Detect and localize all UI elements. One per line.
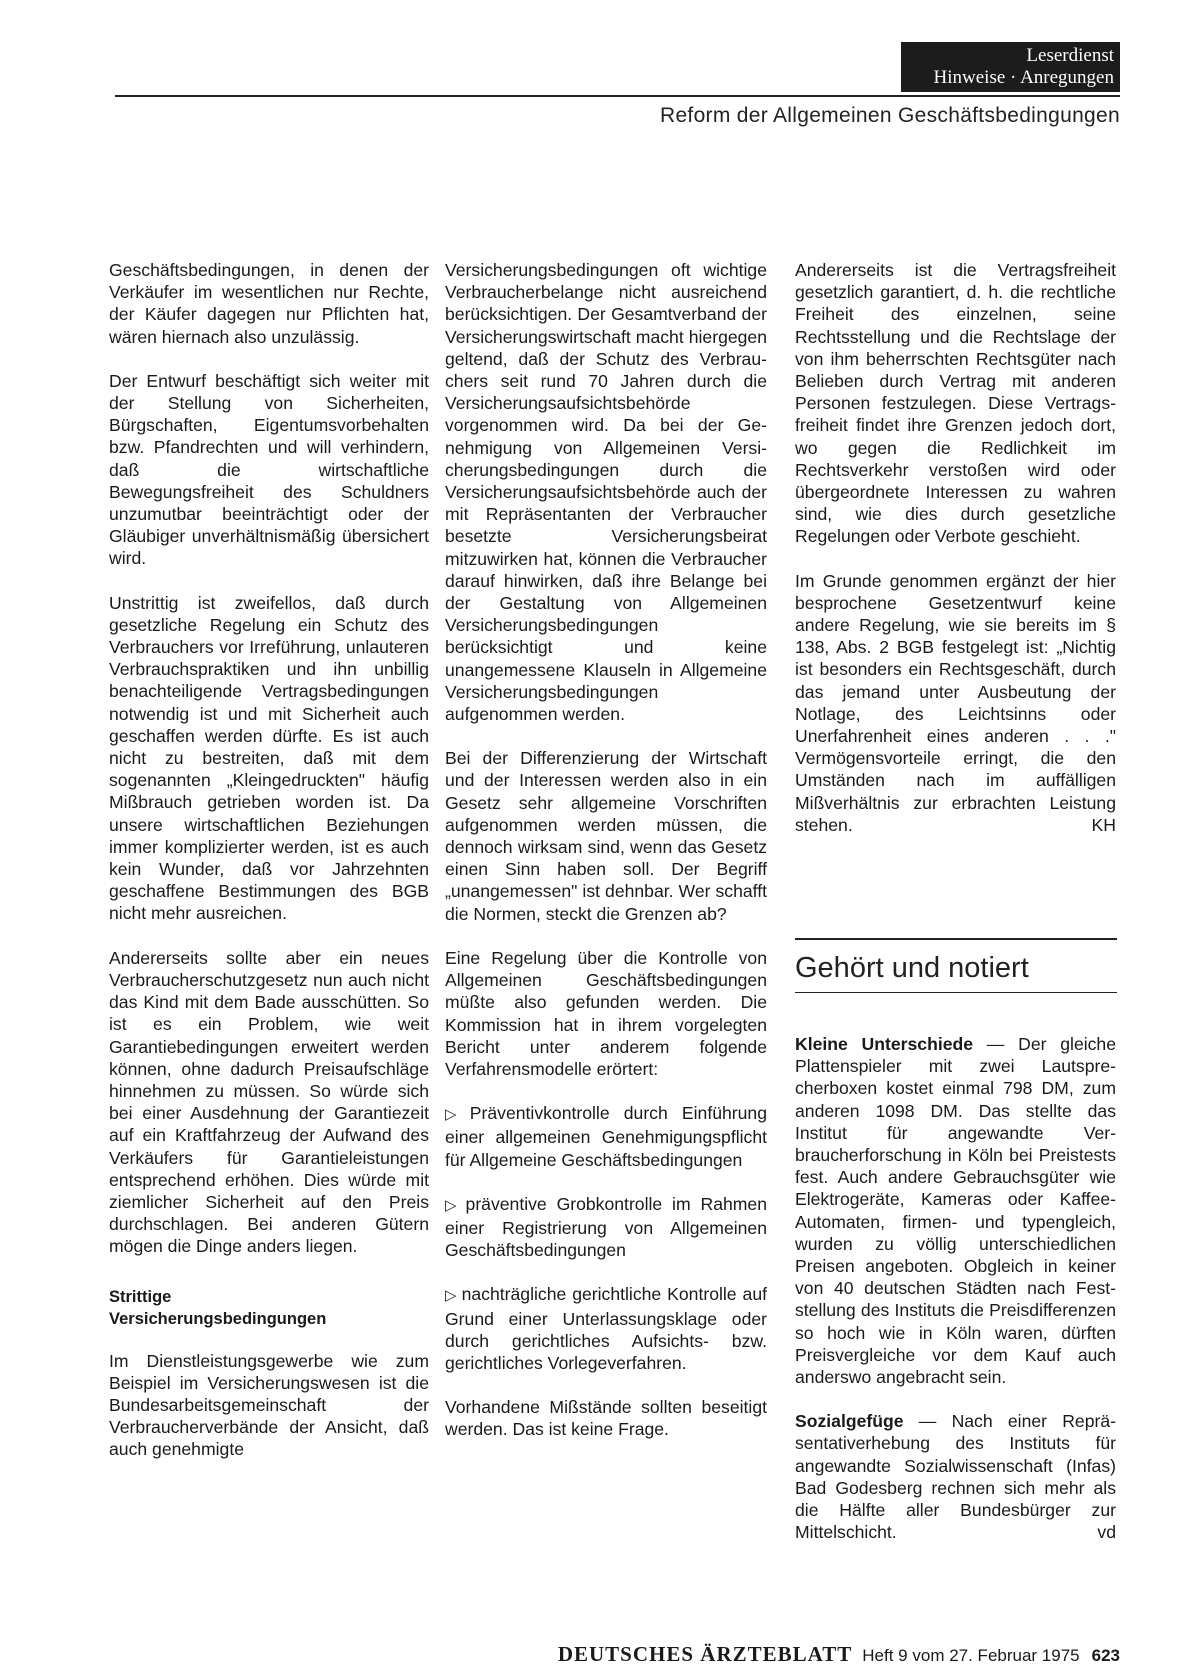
paragraph: Der Entwurf beschäftigt sich weiter mit der Stellung von Sicherheiten, Bürgschaften, Eigentumsvorbehalten bzw. Pfandrechten und will verhindern, daß die wirtschaftliche Bewegungsfreiheit des Schuldners unzumutbar beeinträchtigt oder der Gläubiger unverhältnismäßig übersichert wird. bbox=[109, 370, 429, 569]
section-label bbox=[901, 42, 1120, 92]
bullet-item bbox=[445, 1193, 767, 1262]
triangle-right-icon: ▷ bbox=[445, 1287, 458, 1305]
box-rule-bottom bbox=[795, 992, 1117, 993]
column-2 bbox=[445, 259, 767, 1463]
column-1 bbox=[109, 259, 429, 1483]
page-number: 623 bbox=[1091, 1646, 1120, 1665]
section-label-line1: Leserdienst bbox=[1026, 45, 1114, 66]
bullet-item bbox=[445, 1283, 767, 1374]
news-item bbox=[795, 1033, 1116, 1388]
paragraph-text: Im Grunde genommen ergänzt der hier besprochene Gesetzentwurf keine andere Regelung, wie sie bereits im § 138, Abs. 2 BGB festgelegt ist: „Nichtig ist besonders ein Rechtsgeschäft, durch das jemand unter Ausbeutung der Notlage, des Leichtsinns oder Unerfahrenheit eines anderen . . ." Vermögensvorteile erringt, die den Umständen nach im auffälligen Mißverhältnis zur erbrachten Leistung stehen. bbox=[795, 570, 1116, 835]
subheading-line2: Versicherungsbedingungen bbox=[109, 1309, 327, 1328]
paragraph: Andererseits ist die Vertragsfreiheit gesetzlich garantiert, d. h. die rechtliche Freiheit des einzelnen, seine Rechtsstellung und die Rechtslage der von ihm beherrschten Rechtsgüter nach Belieben durch Vertrag mit anderen Personen festzulegen. Diese Vertragsfreiheit findet ihre Grenzen jedoch dort, wo gegen die Redlichkeit im Rechtsverkehr verstoßen wird oder übergeordnete Interessen zu wahren sind, wie dies durch gesetzliche Regelungen oder Verbote geschieht. bbox=[795, 260, 1116, 547]
bullet-text: Präventivkontrolle durch Einführung einer allgemeinen Genehmigungspflicht für Allgemeine Geschäftsbedingungen bbox=[445, 1103, 767, 1170]
news-text: — Nach einer Repräsentativerhebung des Instituts für angewandte Sozialwissenschaft (Infas) Bad Godesberg rechnen sich mehr als die Hälfte aller Bundesbürger zur Mittelschicht. bbox=[795, 1411, 1117, 1543]
author-signature: KH bbox=[1091, 814, 1116, 835]
news-box-body bbox=[795, 1033, 1116, 1565]
news-text: — Der gleiche Plattenspieler mit zwei Lautsprecherboxen kostet einmal 798 DM, zum anderen 1098 DM. Das stellte das Institut für angewandte Verbraucherforschung in Köln bei Preistests fest. Auch andere Gebrauchsgüter wie Elektrogeräte, Kameras oder Kaffee-Automaten, firmen- und typengleich, wurden zu völlig unterschiedlichen Preisen angeboten. Obgleich in keiner von 40 deutschen Städten nach Feststellung des Instituts die Preisdifferenzen so hoch wie in Köln waren, dürften Preisvergleiche vor dem Kauf auch anderswo angebracht sein. bbox=[795, 1034, 1117, 1388]
issue-info: Heft 9 vom 27. Februar 1975 bbox=[862, 1646, 1080, 1665]
paragraph: Versicherungsbedingungen oft wichtige Verbraucherbelange nicht ausreichend berücksichtigen. Der Gesamtverband der Versicherungswirtschaft macht hiergegen geltend, daß der Schutz des Verbrauchers seit rund 70 Jahren durch die Versicherungsaufsichtsbehörde vorgenommen wird. Da bei der Genehmigung von Allgemeinen Versicherungsbedingungen durch die Versicherungsaufsichtsbehörde auch der mit Repräsentanten der Verbraucher besetzte Versicherungsbeirat mitzuwirken hat, können die Verbraucher darauf hinwirken, daß ihre Belange bei der Gestaltung von Allgemeinen Versicherungsbedingungen berücksichtigt und keine unangemessene Klauseln in Allgemeine Versicherungsbedingungen aufgenommen werden. bbox=[445, 260, 767, 725]
paragraph: Geschäftsbedingungen, in denen der Verkäufer im wesentlichen nur Rechte, der Käufer dagegen nur Pflichten hat, wären hiernach also unzulässig. bbox=[109, 260, 429, 347]
header-rule bbox=[115, 95, 1120, 97]
bullet-item bbox=[445, 1102, 767, 1171]
paragraph: Eine Regelung über die Kontrolle von Allgemeinen Geschäftsbedingungen müßte also gefunden werden. Die Kommission hat in ihrem vorgelegten Bericht unter anderem folgende Verfahrensmodelle erörtert: bbox=[445, 947, 767, 1079]
box-rule-top bbox=[795, 938, 1117, 940]
paragraph: Vorhandene Mißstände sollten beseitigt werden. Das ist keine Frage. bbox=[445, 1397, 767, 1440]
bullet-text: nachträgliche gerichtliche Kontrolle auf Grund einer Unterlassungsklage oder durch gerichtliches Aufsichts- bzw. gerichtliches Vorlegeverfahren. bbox=[445, 1284, 767, 1373]
paragraph bbox=[795, 570, 1116, 836]
news-lead: Sozialgefüge bbox=[795, 1411, 904, 1432]
author-signature: vd bbox=[1097, 1522, 1116, 1543]
news-item bbox=[795, 1410, 1116, 1543]
page-title: Reform der Allgemeinen Geschäftsbedingungen bbox=[659, 104, 1120, 127]
triangle-right-icon: ▷ bbox=[445, 1196, 462, 1214]
paragraph: Unstrittig ist zweifellos, daß durch gesetzliche Regelung ein Schutz des Verbrauchers vor Irreführung, unlauteren Verbrauchspraktiken und ihn unbillig benachteiligende Vertragsbedingungen notwendig ist und mit Sicherheit auch geschaffen werden dürfte. Es ist auch nicht zu bestreiten, daß mit dem sogenannten „Kleingedruckten" häufig Mißbrauch getrieben worden ist. Da unsere wirtschaftlichen Beziehungen immer komplizierter werden, ist es auch kein Wunder, daß vor Jahrzehnten geschaffene Bestimmungen des BGB nicht mehr ausreichen. bbox=[109, 592, 429, 924]
paragraph: Bei der Differenzierung der Wirtschaft und der Interessen werden also in ein Gesetz sehr allgemeine Vorschriften aufgenommen werden müssen, die dennoch wirksam sind, wenn das Gesetz einen Sinn haben soll. Der Begriff „unangemessen" ist dehnbar. Wer schafft die Normen, steckt die Grenzen ab? bbox=[445, 748, 767, 924]
paragraph: Im Dienstleistungsgewerbe wie zum Beispiel im Versicherungswesen ist die Bundesarbeitsgemeinschaft der Verbraucherverbände der Ansicht, daß auch genehmigte bbox=[109, 1350, 429, 1460]
page-footer bbox=[490, 1642, 1120, 1667]
paragraph: Andererseits sollte aber ein neues Verbraucherschutzgesetz nun auch nicht das Kind mit dem Bade ausschütten. So ist es ein Problem, wie weit Garantiebedingungen erweitert werden können, ohne dadurch Preisaufschläge hinnehmen zu müssen. So würde sich bei einer Ausdehnung der Garantiezeit auf ein Kraftfahrzeug der Aufwand des Verkäufers für Garantieleistungen entsprechend erhöhen. Dies würde mit ziemlicher Sicherheit auf den Preis durchschlagen. Bei anderen Gütern mögen die Dinge anders liegen. bbox=[109, 947, 429, 1257]
triangle-right-icon: ▷ bbox=[445, 1106, 466, 1124]
news-lead: Kleine Unterschiede bbox=[795, 1034, 974, 1054]
bullet-text: präventive Grobkontrolle im Rahmen einer Registrierung von Allgemeinen Geschäftsbedingungen bbox=[445, 1193, 767, 1261]
section-label-line2: Hinweise · Anregungen bbox=[933, 67, 1114, 88]
masthead: DEUTSCHES ÄRZTEBLATT bbox=[557, 1642, 853, 1666]
subheading-line1: Strittige bbox=[109, 1287, 172, 1306]
column-3 bbox=[795, 259, 1116, 858]
box-title: Gehört und notiert bbox=[795, 952, 1029, 984]
subheading bbox=[109, 1286, 429, 1330]
news-box-header bbox=[795, 938, 1117, 993]
